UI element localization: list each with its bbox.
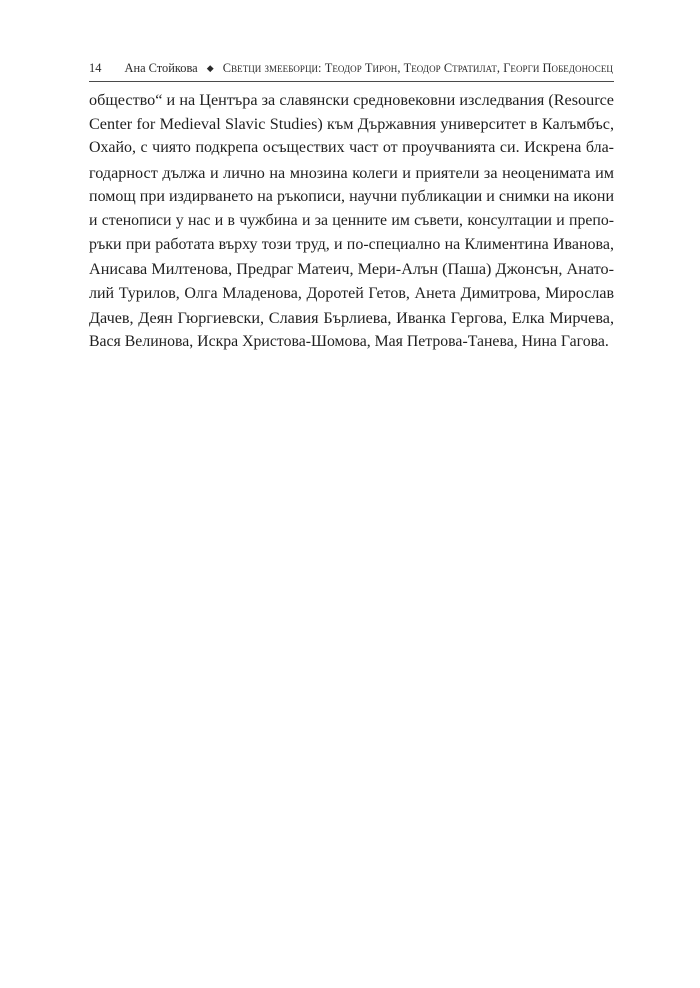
text-line: годарност дължа и лично на мнозина колеги и приятели за неоценимата им (89, 163, 614, 182)
header-rule (89, 81, 614, 82)
text-line: Center for Medieval Slavic Studies) към Държавния университет в Калъмбъс, (89, 115, 614, 134)
text-line: лий Турилов, Олга Младенова, Доротей Гетов, Анета Димитрова, Мирослав (89, 284, 614, 302)
text-line: Дачев, Деян Гюргиевски, Славия Бърлиева, Иванка Гергова, Елка Мирчева, (89, 308, 614, 327)
diamond-separator-icon: ◆ (206, 63, 214, 73)
text-line: Вася Велинова, Искра Христова-Шомова, Мая Петрова-Танева, Нина Гагова. (89, 332, 609, 350)
text-line: Охайо, с чиято подкрепа осъществих част от проучванията си. Искрена бла- (89, 139, 614, 157)
text-line: ръки при работата върху този труд, и по-специално на Климентина Иванова, (89, 236, 614, 254)
text-line: Анисава Милтенова, Предраг Матеич, Мери-Алън (Паша) Джонсън, Анато- (89, 260, 614, 279)
page-number: 14 (89, 61, 102, 75)
text-line: общество“ и на Центъра за славянски средновековни изследвания (Resource (89, 91, 614, 109)
running-header (89, 58, 614, 78)
text-line: и стенописи у нас и в чужбина и за ценните им съвети, консултации и препо- (89, 211, 614, 229)
text-line: помощ при издирването на ръкописи, научни публикации и снимки на икони (89, 187, 614, 205)
body-paragraph (89, 88, 614, 354)
running-header-author: Ана Стойкова (124, 61, 198, 75)
running-header-book-title: Светци змееборци: Теодор Тирон, Теодор Стратилат, Георги Победоносец (222, 61, 613, 75)
